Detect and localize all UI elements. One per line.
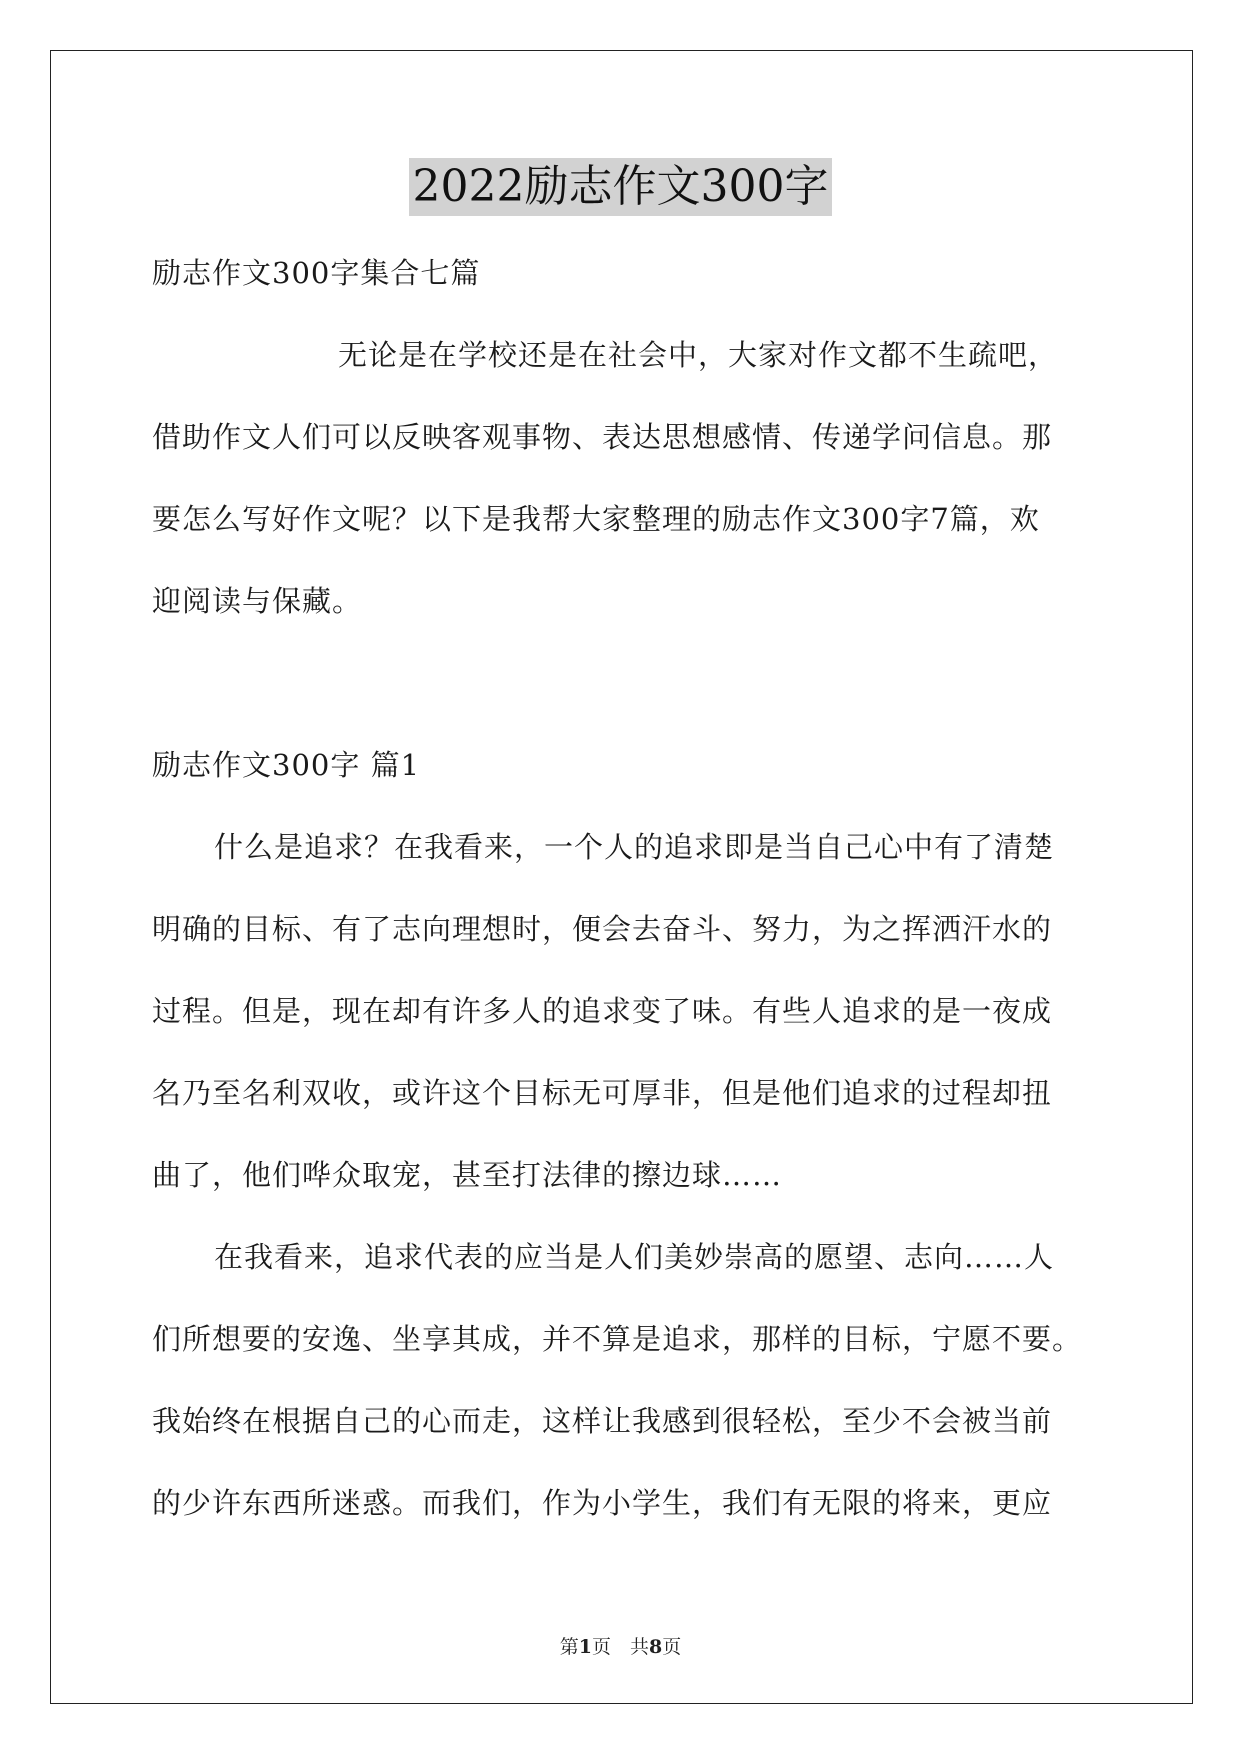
page-prefix: 第 [559,1636,579,1658]
body-line: 无论是在学校还是在社会中，大家对作文都不生疏吧， [338,338,1059,372]
page-current: 1 [578,1636,592,1658]
body-line: 过程。但是，现在却有许多人的追求变了味。有些人追求的是一夜成 [152,994,1053,1028]
page-total: 8 [649,1636,663,1658]
body-line: 的少许东西所迷惑。而我们，作为小学生，我们有无限的将来，更应 [152,1486,1053,1520]
body-line: 迎阅读与保藏。 [152,584,363,618]
page-footer [0,1632,1241,1659]
body-line: 们所想要的安逸、坐享其成，并不算是追求，那样的目标，宁愿不要。 [152,1322,1083,1356]
body-line: 什么是追求？在我看来，一个人的追求即是当自己心中有了清楚 [214,830,1055,864]
title-wrap [0,158,1241,216]
body-line: 明确的目标、有了志向理想时，便会去奋斗、努力，为之挥洒汗水的 [152,912,1053,946]
blank-line [152,642,1092,724]
body-line: 借助作文人们可以反映客观事物、表达思想感情、传递学问信息。那 [152,420,1053,454]
body-line: 名乃至名利双收，或许这个目标无可厚非，但是他们追求的过程却扭 [152,1076,1053,1110]
document-title: 2022励志作文300字 [409,158,833,216]
body-line: 我始终在根据自己的心而走，这样让我感到很轻松，至少不会被当前 [152,1404,1053,1438]
subtitle-line: 励志作文300字集合七篇 [152,256,481,290]
document-body [152,232,1092,1544]
page-mid: 页 共 [591,1636,649,1658]
section-heading: 励志作文300字 篇1 [152,748,421,782]
body-line: 曲了，他们哗众取宠，甚至打法律的擦边球…… [152,1158,783,1192]
page-suffix: 页 [662,1636,682,1658]
body-line: 在我看来，追求代表的应当是人们美妙崇高的愿望、志向……人 [214,1240,1055,1274]
body-line: 要怎么写好作文呢？以下是我帮大家整理的励志作文300字7篇，欢 [152,502,1040,536]
